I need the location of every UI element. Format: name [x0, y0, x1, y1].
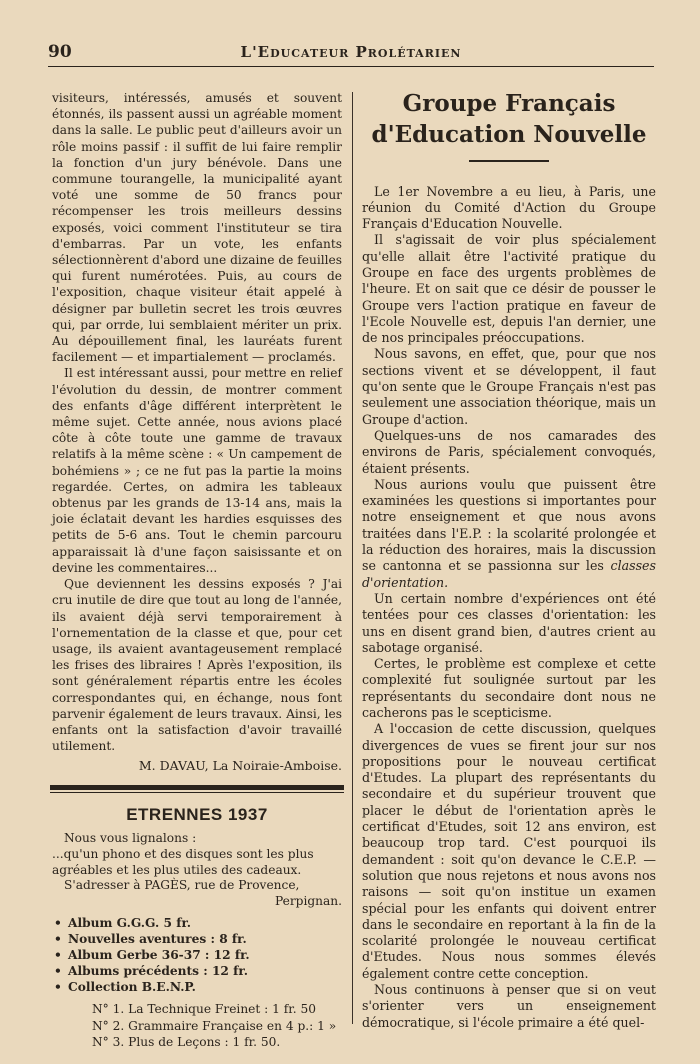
left-paragraph-1: visiteurs, intéressés, amusés et souvent étonnés, ils passent aussi un agréable moment dans la salle. Le public peut d'ailleurs avoir un rôle moins passif : il suffit de lui faire remplir la fonction d'un jury bénévole. Dans une commune tourangelle, la municipalité ayant voté une somme de 50 francs pour récompenser les trois meilleurs dessins exposés, voici comment l'instituteur se tira d'embarras. Par un vote, les enfants sélectionnèrent d'abord une dizaine de feuilles qui furent numérotées. Puis, au cours de l'exposition, chaque visiteur était appelé à désigner par bulletin secret les trois œuvres qui, par orrde, lui semblaient mériter un prix. Au dépouillement final, les lauréats furent facilement — et impartialement — proclamés.	[52, 91, 342, 365]
italic-phrase: classes d'orientation.	[362, 558, 656, 590]
article-title-line-2: d'Education Nouvelle	[371, 121, 647, 148]
list-item-text: Album G.G.G. 5 fr.	[68, 916, 192, 931]
section-rule-thin	[50, 792, 344, 793]
etrennes-intro-2: ...qu'un phono et des disques sont les plus agréables et les plus utiles des cadeaux.	[52, 846, 314, 877]
left-paragraph-3: Que deviennent les dessins exposés ? J'ai cru inutile de dire que tout au long de l'année, ils avaient déjà servi temporairement à l'ornementation de la classe et que, pour cet usage, ils avaient avantageusement remplacé les frises des libraires ! Après l'exposition, ils sont généralement répartis entre les écoles correspondantes qui, en échange, nous font parvenir également de leurs travaux. Ainsi, les enfants ont la satisfaction d'avoir travaillé utilement.	[52, 577, 342, 754]
list-item-text: Album Gerbe 36-37 : 12 fr.	[68, 948, 250, 963]
list-item: • Nouvelles aventures : 8 fr.	[54, 932, 247, 947]
etrennes-list	[52, 915, 342, 995]
page-header	[48, 40, 654, 67]
list-item: • Album G.G.G. 5 fr.	[54, 916, 192, 931]
right-paragraph-3: Nous savons, en effet, que, pour que nos sections vivent et se développent, il faut qu'on sente que le Groupe Français n'est pas seulement une association théorique, mais un Groupe d'action.	[362, 346, 656, 427]
list-item: • Collection B.E.N.P.	[54, 980, 196, 995]
list-item: • Album Gerbe 36-37 : 12 fr.	[54, 948, 250, 963]
right-column	[362, 88, 656, 1031]
list-item-text: Nouvelles aventures : 8 fr.	[68, 932, 247, 947]
right-paragraph-2: Il s'agissait de voir plus spécialement qu'elle allait être l'activité pratique du Groupe en face des urgents problèmes de l'heure. Et on sait que ce désir de pousser le Groupe vers l'action pratique en faveur de l'Ecole Nouvelle est, depuis l'an dernier, une de nos principales préoccupations.	[362, 232, 656, 346]
right-paragraph-8: A l'occasion de cette discussion, quelques divergences de vues se firent jour sur nos propositions pour le nouveau certificat d'Etudes. La plupart des représentants du secondaire et du supérieur trouvent que placer le début de l'orientation après le certificat d'Etudes, soit 12 ans environ, est beaucoup trop tard. C'est pourquoi ils demandent : soit qu'on devance le C.E.P. — solution que nous rejetons et nous avons nos raisons — soit qu'on institue un examen spécial pour les enfants qui doivent entrer dans le secondaire en reportant à la fin de la scolarité prolongée le nouveau certificat d'Etudes. Nous nous sommes élevés également contre cette conception.	[362, 721, 656, 981]
right-paragraph-4: Quelques-uns de nos camarades des environs de Paris, spécialement convoqués, étaient présents.	[362, 427, 656, 476]
list-item-text: Collection B.E.N.P.	[68, 980, 196, 995]
right-paragraph-7: Certes, le problème est complexe et cette complexité fut soulignée surtout par les représentants du secondaire dont nous ne cacherons pas le scepticisme.	[362, 656, 656, 720]
etrennes-intro-1: Nous vous lignalons :	[64, 831, 197, 846]
collection-item: N° 2. Grammaire Française en 4 p.: 1 »	[92, 1018, 337, 1033]
etrennes-intro-4: Perpignan.	[274, 893, 342, 908]
article-title-line-1: Groupe Français	[402, 90, 616, 117]
collection-item: N° 1. La Technique Freinet : 1 fr. 50	[92, 1002, 317, 1017]
collection-item: N° 3. Plus de Leçons : 1 fr. 50.	[92, 1035, 281, 1050]
list-item-text: Albums précédents : 12 fr.	[68, 964, 248, 979]
etrennes-intro-3: S'adresser à PAGÈS, rue de Provence,	[64, 878, 300, 893]
right-paragraph-6: Un certain nombre d'expériences ont été tentées pour ces classes d'orientation: les uns en disent grand bien, d'autres crient au sabotage organisé.	[362, 590, 656, 655]
list-item: • Albums précédents : 12 fr.	[54, 964, 248, 979]
collection-list	[92, 1001, 342, 1051]
title-underline	[469, 160, 549, 162]
left-paragraph-2: Il est intéressant aussi, pour mettre en relief l'évolution du dessin, de montrer comment des enfants d'âge différent interprètent le même sujet. Cette année, nous avions placé côte à côte toute une gamme de travaux relatifs à la même scène : « Un campement de bohémiens » ; ce ne fut pas la partie la moins regardée. Certes, on admira les tableaux obtenus par les grands de 13-14 ans, mais la joie éclatait devant les hardies esquisses des petits de 5-6 ans. Tout le chemin parcouru apparaissait là d'une façon saisissante et on devine les commentaires...	[52, 366, 342, 575]
right-paragraph-5-text: Nous aurions voulu que puissent être examinées les questions si importantes pour notre enseignement et que nous avons traitées dans l'E.P. : la scolarité prolongée et la réduction des horaires, mais la discussion se cantonna et se passionna sur les	[362, 476, 656, 574]
left-column	[52, 90, 342, 1051]
right-paragraph-5	[362, 477, 656, 591]
page-number: 90	[48, 42, 72, 62]
right-paragraph-1: Le 1er Novembre a eu lieu, à Paris, une réunion du Comité d'Action du Groupe Français d'Education Nouvelle.	[362, 183, 656, 232]
right-paragraph-9: Nous continuons à penser que si on veut s'orienter vers un enseignement démocratique, si l'école primaire a été quel-	[362, 982, 656, 1030]
column-divider	[352, 92, 353, 1024]
etrennes-title: ETRENNES 1937	[126, 805, 268, 825]
section-rule-thick	[50, 785, 344, 790]
journal-title: L'Educateur Prolétarien	[240, 43, 462, 61]
article-signature: M. DAVAU, La Noiraie-Amboise.	[138, 758, 342, 774]
